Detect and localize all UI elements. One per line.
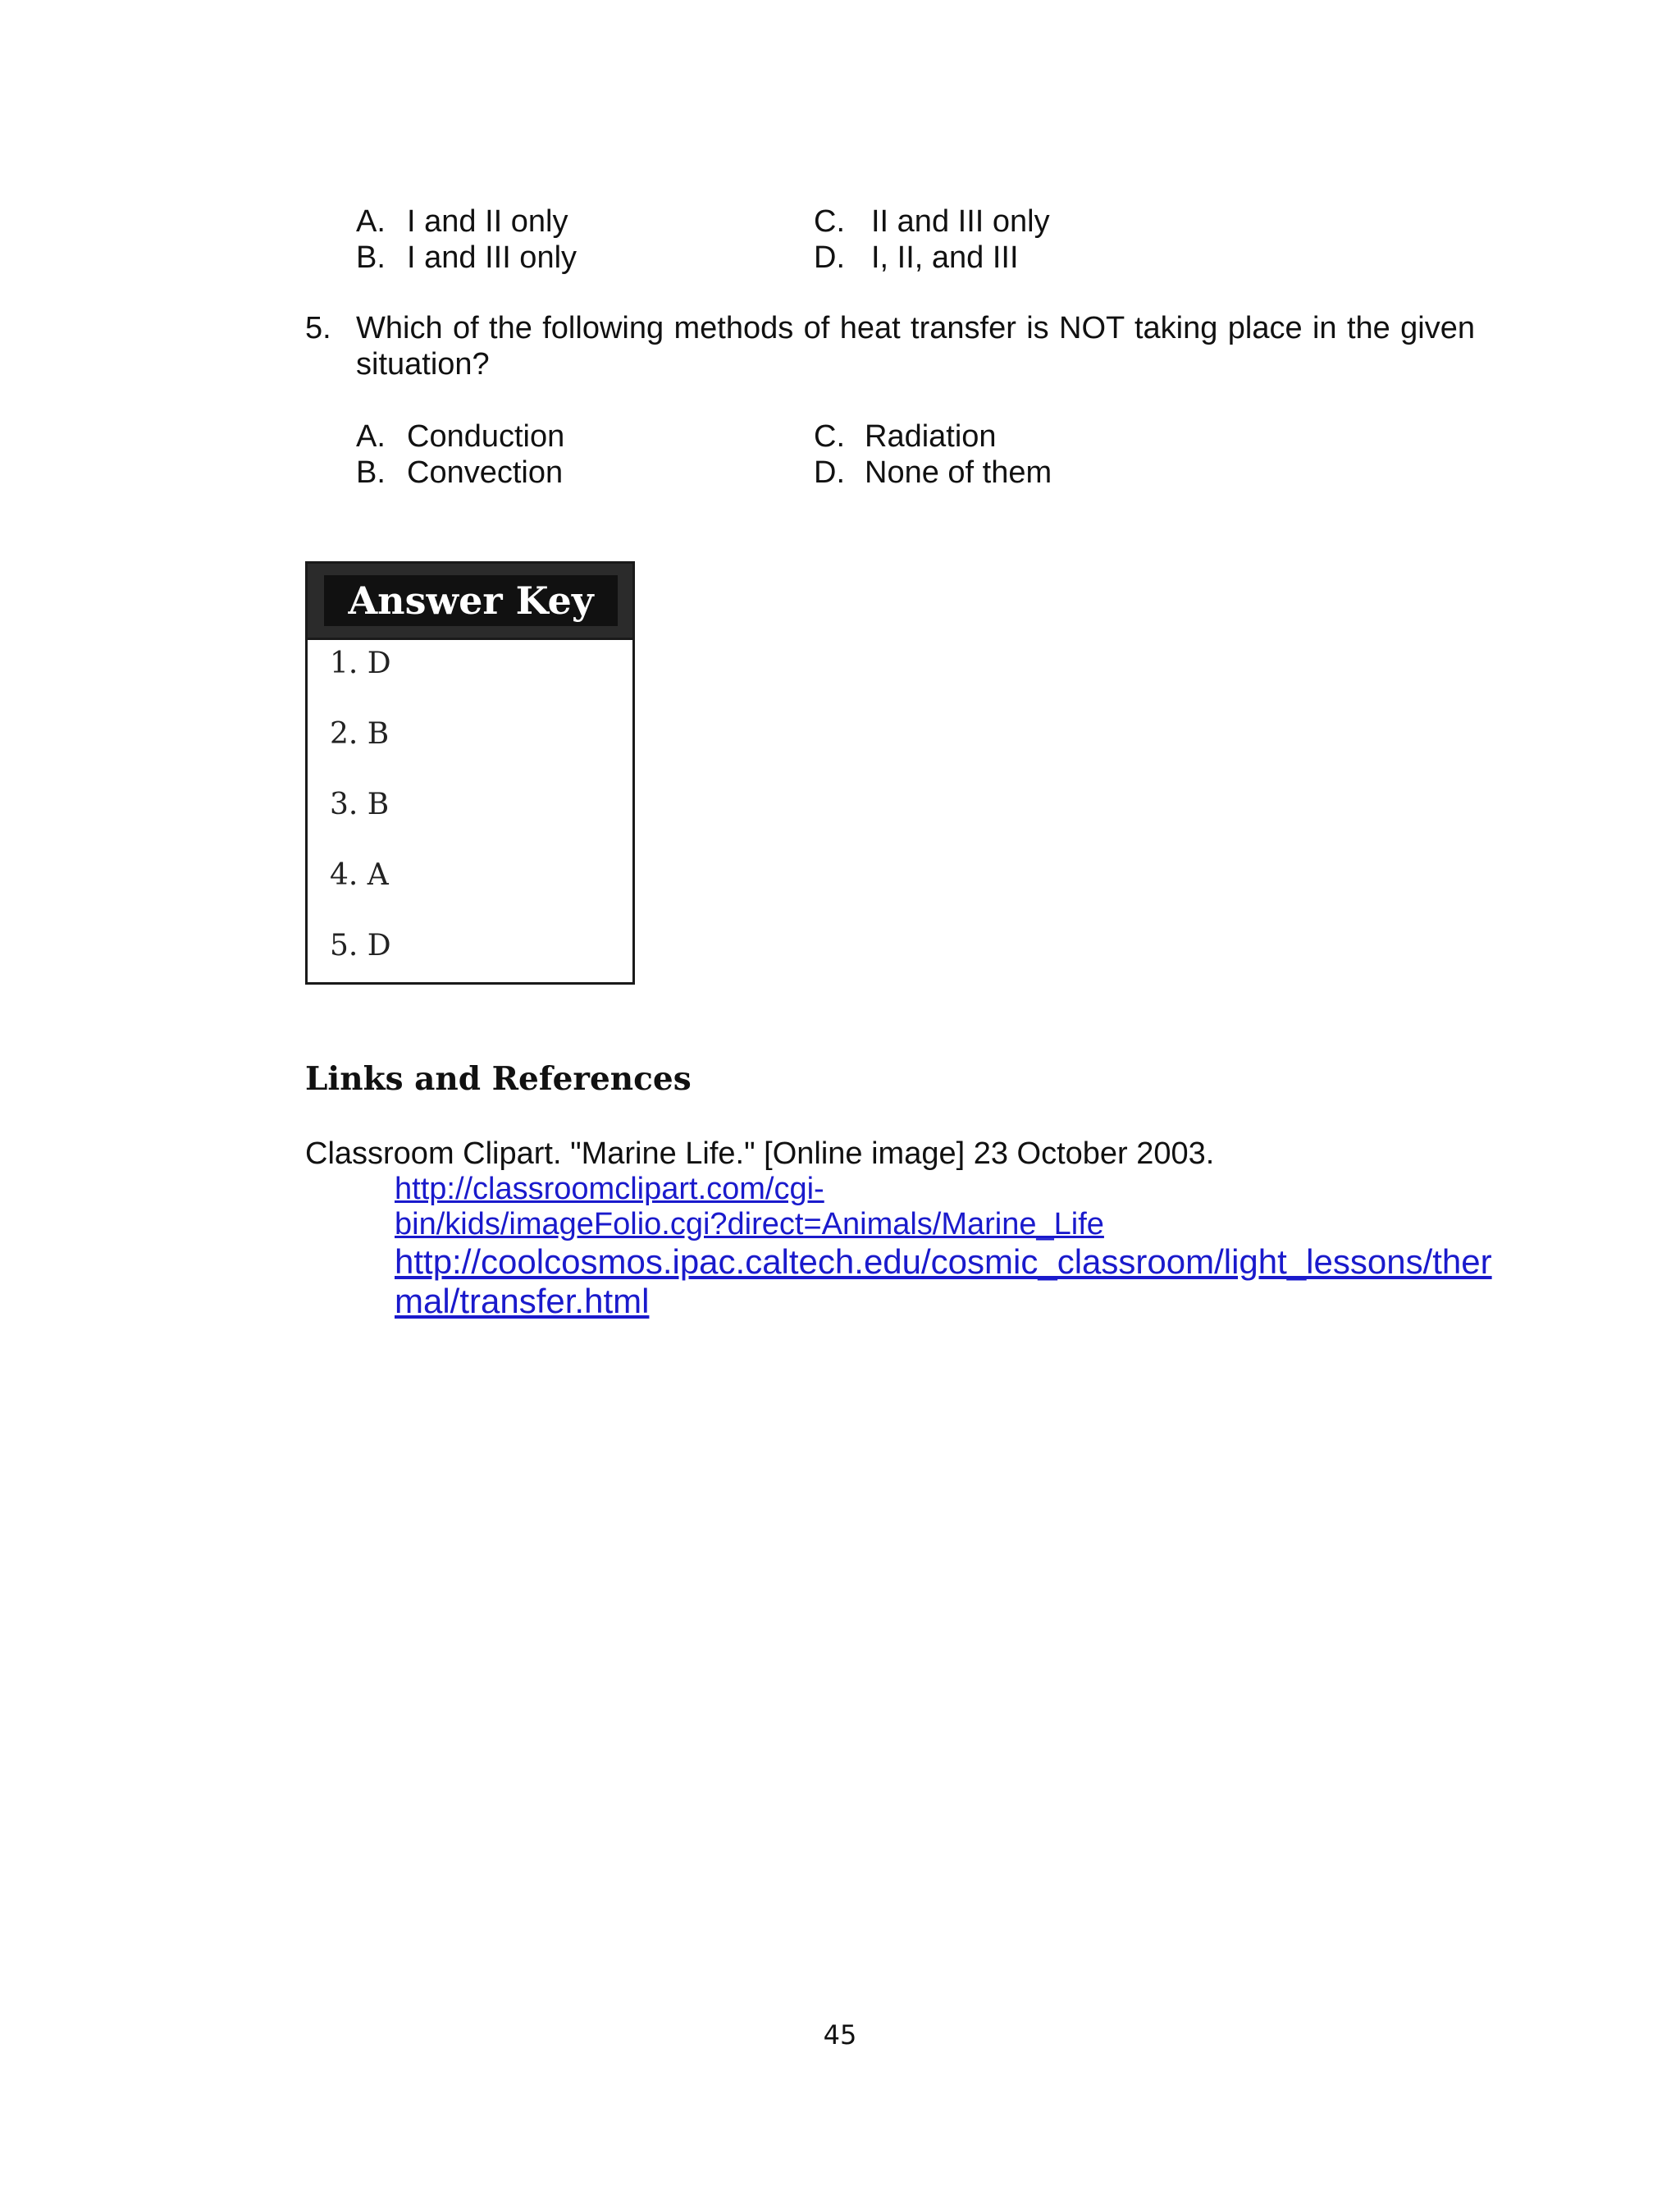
- question-text: Which of the following methods of heat transfer is NOT taking place in the given situation?: [356, 311, 1475, 382]
- answer-key-header: [308, 564, 632, 640]
- q4-option-c: [814, 203, 1050, 240]
- q5-option-a: [356, 418, 564, 455]
- option-letter: C.: [814, 204, 845, 239]
- answer-key-title: Answer Key: [324, 575, 618, 626]
- option-text: Conduction: [407, 419, 565, 454]
- answer-key-item: 2. B: [330, 717, 390, 751]
- option-text: I and II only: [407, 204, 568, 239]
- reference-link-1a[interactable]: http://classroomclipart.com/cgi-: [395, 1172, 824, 1206]
- reference-citation: Classroom Clipart. "Marine Life." [Online image] 23 October 2003.: [305, 1136, 1215, 1171]
- question-number: 5.: [305, 311, 331, 345]
- references-heading: Links and References: [305, 1060, 692, 1098]
- q4-option-b: [356, 240, 577, 276]
- reference-link-1b[interactable]: bin/kids/imageFolio.cgi?direct=Animals/Marine_Life: [395, 1207, 1104, 1241]
- reference-link-2a[interactable]: http://coolcosmos.ipac.caltech.edu/cosmic_classroom/light_lessons/ther: [395, 1242, 1492, 1281]
- option-text: Convection: [407, 455, 564, 490]
- answer-key-item: 1. D: [330, 647, 391, 680]
- option-letter: D.: [814, 455, 845, 490]
- page-number: 45: [823, 2019, 857, 2051]
- answer-key-box: [305, 561, 635, 985]
- option-letter: A.: [356, 204, 386, 239]
- q4-option-a: [356, 203, 568, 240]
- answer-key-item: 5. D: [330, 929, 391, 962]
- q4-option-d: [814, 240, 1019, 276]
- q5-option-d: [814, 455, 1052, 491]
- option-letter: B.: [356, 240, 386, 275]
- q5-option-b: [356, 455, 563, 491]
- answer-key-item: 3. B: [330, 788, 390, 821]
- option-letter: D.: [814, 240, 845, 275]
- option-letter: C.: [814, 419, 845, 454]
- option-letter: A.: [356, 419, 386, 454]
- option-text: Radiation: [865, 419, 997, 454]
- question-5: [305, 310, 1475, 382]
- option-text: II and III only: [871, 204, 1050, 239]
- q5-option-c: [814, 418, 997, 455]
- option-text: None of them: [865, 455, 1052, 490]
- answer-key-item: 4. A: [330, 858, 389, 892]
- option-text: I, II, and III: [871, 240, 1019, 275]
- option-letter: B.: [356, 455, 386, 490]
- reference-link-2b[interactable]: mal/transfer.html: [395, 1282, 650, 1320]
- option-text: I and III only: [407, 240, 578, 275]
